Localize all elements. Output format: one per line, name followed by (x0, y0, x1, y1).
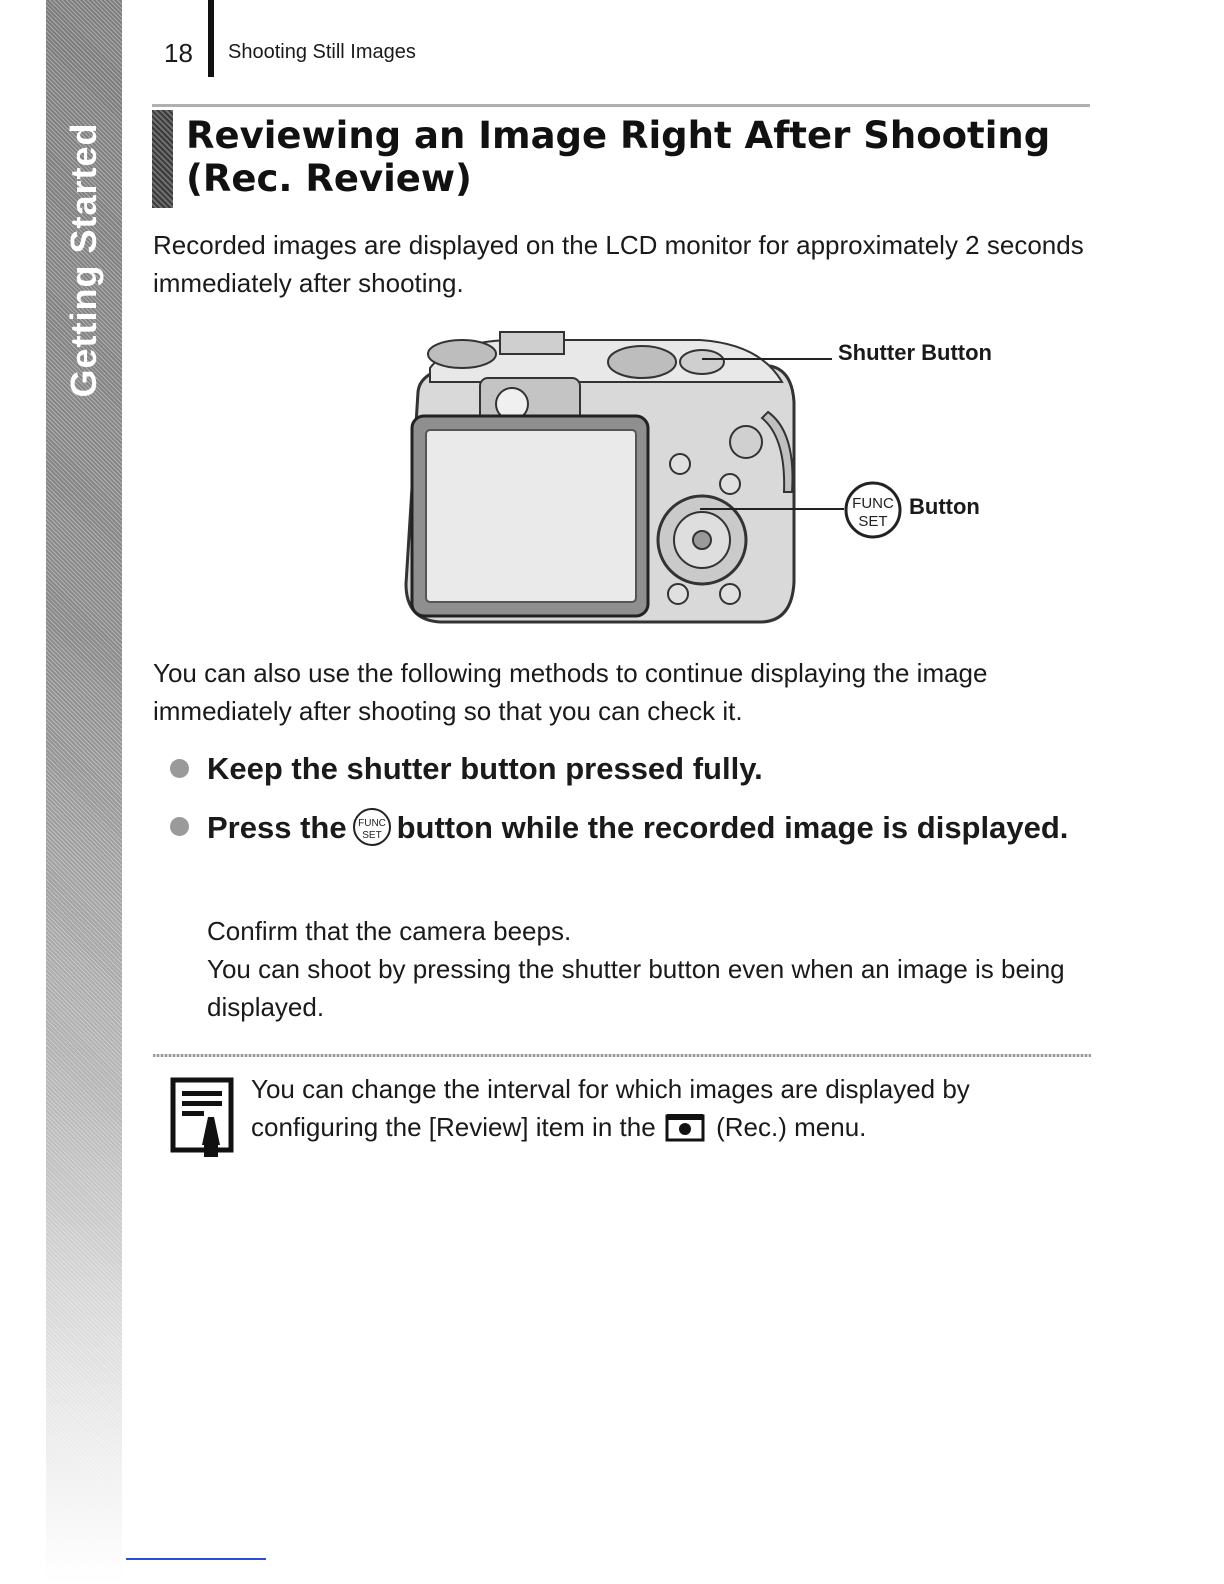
note-text-before: You can change the interval for which images are displayed by configuring the [Review] item in the (251, 1074, 970, 1142)
shoot-while-displayed-text: You can shoot by pressing the shutter button even when an image is being displayed. (207, 954, 1065, 1022)
confirm-beep-text: Confirm that the camera beeps. (207, 916, 572, 946)
shutter-button-label: Shutter Button (838, 340, 992, 365)
bullet-text-after: button while the recorded image is displayed. (396, 810, 1069, 846)
memo-note-icon (170, 1077, 234, 1159)
page-title: Reviewing an Image Right After Shooting (Rec. Review) (186, 114, 1051, 200)
rec-menu-camera-icon (665, 1112, 705, 1142)
bullet-dot-icon (170, 817, 189, 836)
func-label: FUNC (852, 495, 894, 512)
func-button-label: Button (909, 494, 980, 519)
note-text-after: (Rec.) menu. (716, 1112, 867, 1142)
set-label: SET (858, 513, 888, 530)
shutter-callout-line (702, 358, 832, 360)
bullet-text (207, 806, 1077, 854)
set-inline-label: SET (361, 830, 382, 841)
bullet-detail (207, 912, 1092, 1026)
camera-illustration (400, 322, 820, 634)
func-set-icon (843, 480, 903, 540)
func-inline-label: FUNC (357, 818, 386, 829)
title-accent-bar (152, 110, 173, 208)
note-text (251, 1070, 1091, 1146)
func-set-inline-icon (351, 806, 393, 848)
methods-paragraph: You can also use the following methods to continue displaying the image immediately after shooting so that you can check it. (153, 658, 988, 726)
bullet-dot-icon (170, 759, 189, 778)
bullet-text: Keep the shutter button pressed fully. (207, 751, 763, 786)
side-tab-label: Getting Started (63, 122, 104, 398)
intro-paragraph: Recorded images are displayed on the LCD monitor for approximately 2 seconds immediately after shooting. (153, 230, 1084, 298)
func-callout-line (700, 508, 844, 510)
title-rule (152, 104, 1090, 107)
section-name: Shooting Still Images (228, 41, 416, 63)
side-tab (46, 0, 122, 1584)
header-divider (208, 0, 214, 77)
bullet-text-before: Press the (207, 810, 347, 846)
footer-link-underline (126, 1558, 266, 1560)
note-rule (153, 1054, 1091, 1057)
page-number: 18 (164, 38, 193, 68)
